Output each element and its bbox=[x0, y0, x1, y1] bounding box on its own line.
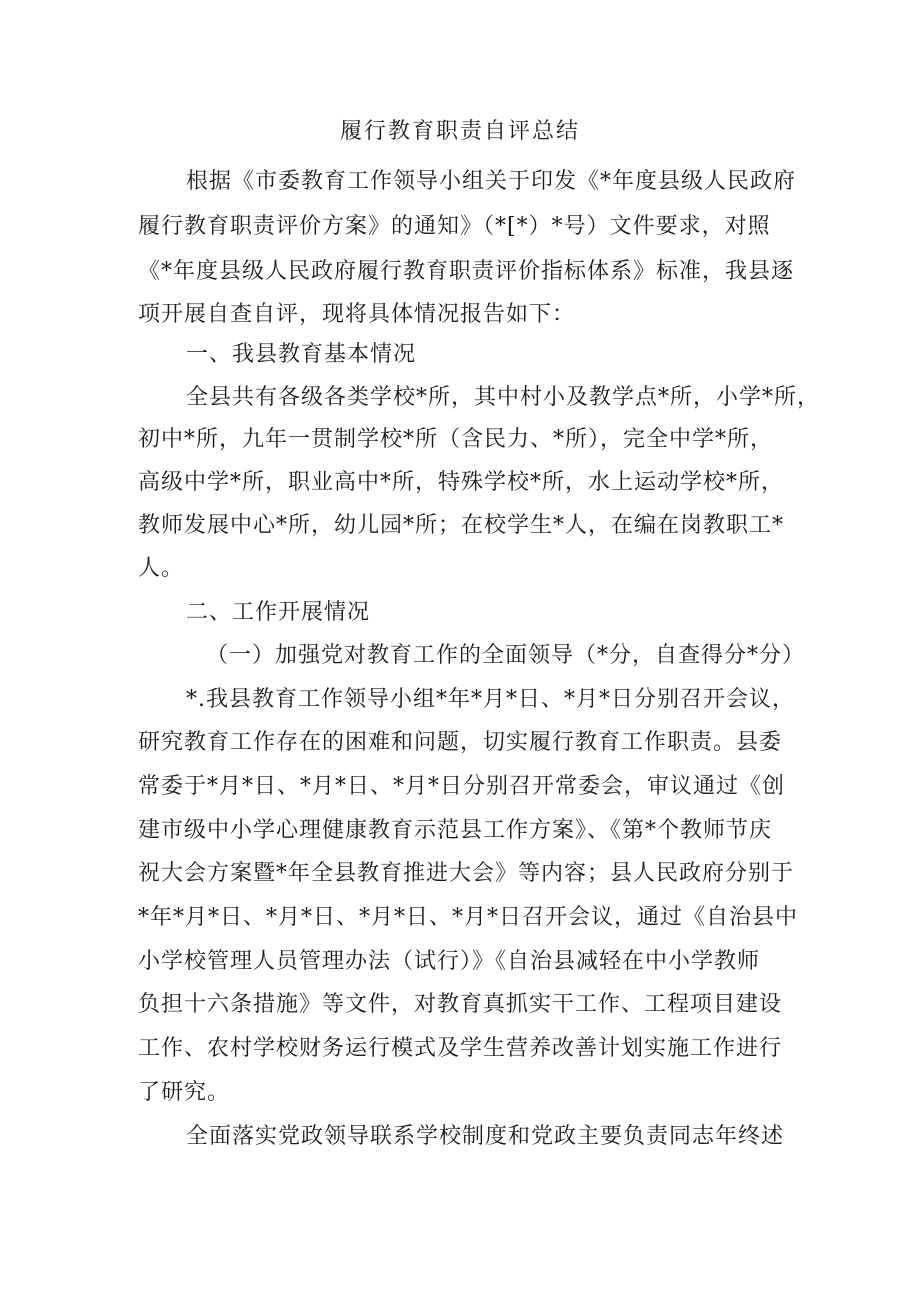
paragraph-line: 全县共有各级各类学校*所，其中村小及教学点*所，小学*所， bbox=[186, 385, 821, 410]
section-heading-2: 二、工作开展情况 bbox=[186, 600, 371, 625]
paragraph-line: 根据《市委教育工作领导小组关于印发《*年度县级人民政府 bbox=[186, 169, 797, 194]
paragraph-line: 《*年度县级人民政府履行教育职责评价指标体系》标准，我县逐 bbox=[138, 259, 795, 284]
subsection-heading: （一）加强党对教育工作的全面领导（*分，自查得分*分） bbox=[206, 643, 806, 668]
paragraph-line: 常委于*月*日、*月*日、*月*日分别召开常委会，审议通过《创 bbox=[138, 774, 786, 799]
paragraph-line: 高级中学*所，职业高中*所，特殊学校*所，水上运动学校*所， bbox=[138, 470, 785, 495]
paragraph-line: 负担十六条措施》等文件，对教育真抓实干工作、工程项目建设 bbox=[138, 992, 783, 1017]
document-title: 履行教育职责自评总结 bbox=[339, 119, 580, 144]
paragraph-line: 祝大会方案暨*年全县教育推进大会》等内容；县人民政府分别于 bbox=[138, 861, 795, 886]
paragraph-line: 建市级中小学心理健康教育示范县工作方案》、《第*个教师节庆 bbox=[138, 818, 773, 843]
paragraph-line: 了研究。 bbox=[138, 1080, 231, 1105]
paragraph-line: 履行教育职责评价方案》的通知》（*[*）*号）文件要求，对照 bbox=[138, 214, 771, 239]
paragraph-line: *年*月*日、*月*日、*月*日、*月*日召开会议，通过《自治县中 bbox=[138, 905, 799, 930]
paragraph-line: 全面落实党政领导联系学校制度和党政主要负责同志年终述 bbox=[186, 1124, 785, 1149]
paragraph-line: 教师发展中心*所，幼儿园*所；在校学生*人，在编在岗教职工* bbox=[138, 513, 785, 538]
paragraph-line: 人。 bbox=[138, 556, 185, 581]
paragraph-line: *.我县教育工作领导小组*年*月*日、*月*日分别召开会议， bbox=[186, 687, 795, 712]
section-heading-1: 一、我县教育基本情况 bbox=[186, 342, 417, 367]
paragraph-line: 小学校管理人员管理办法（试行）》《自治县减轻在中小学教师 bbox=[138, 949, 761, 974]
paragraph-line: 项开展自查自评，现将具体情况报告如下： bbox=[138, 302, 576, 327]
paragraph-line: 工作、农村学校财务运行模式及学生营养改善计划实施工作进行 bbox=[138, 1036, 783, 1061]
paragraph-line: 研究教育工作存在的困难和问题，切实履行教育工作职责。县委 bbox=[138, 730, 783, 755]
paragraph-line: 初中*所，九年一贯制学校*所（含民力、*所），完全中学*所， bbox=[138, 427, 774, 452]
